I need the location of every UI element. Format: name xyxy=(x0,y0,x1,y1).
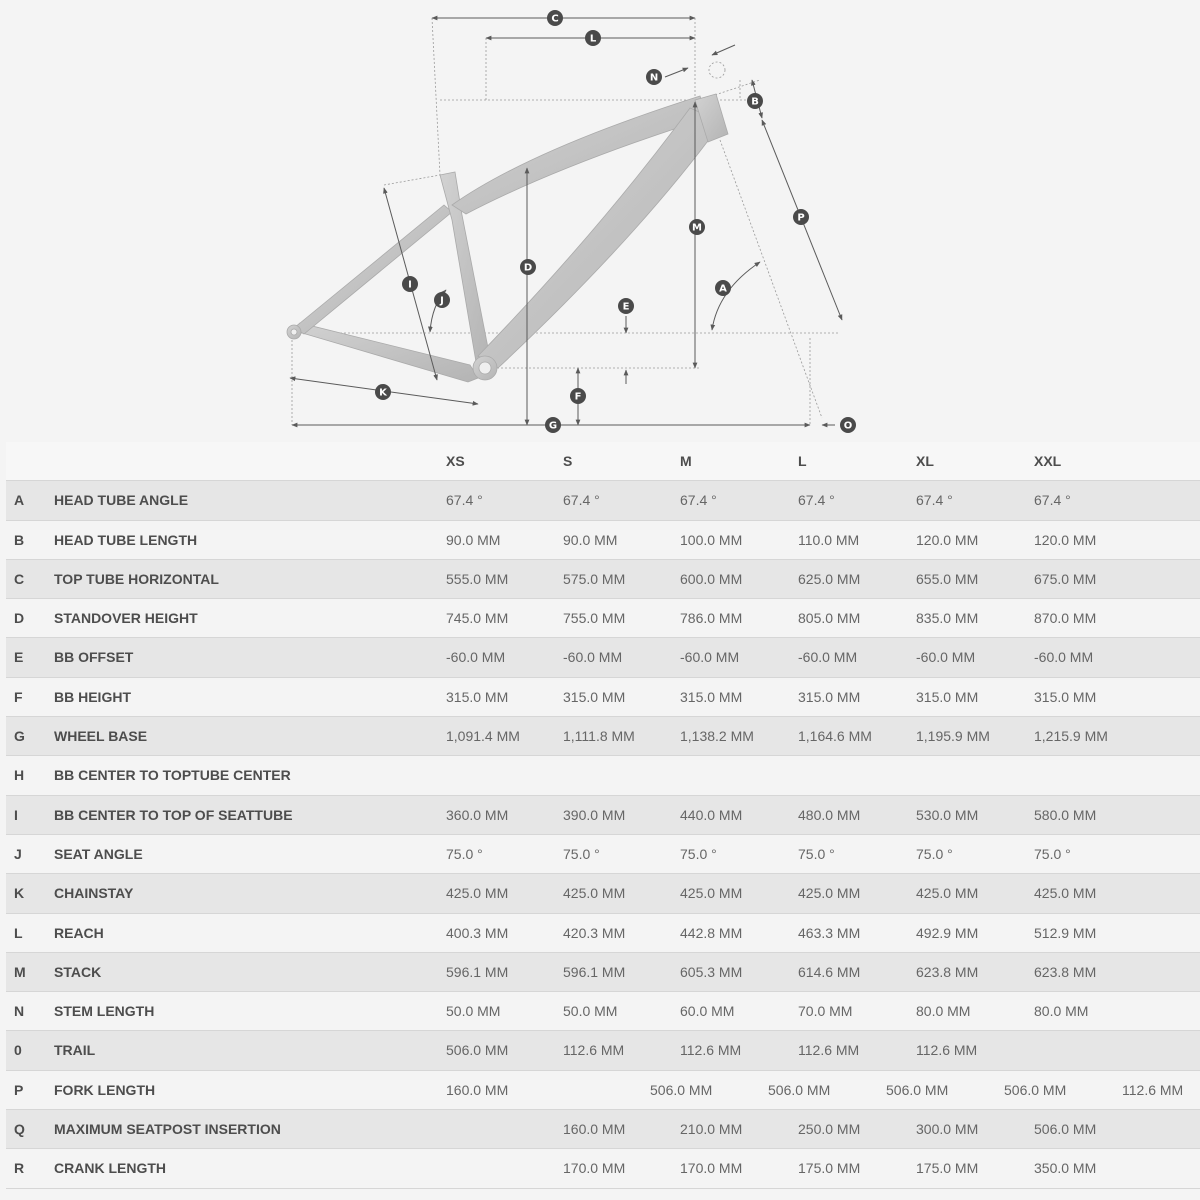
row-value: 80.0 MM xyxy=(916,1003,971,1020)
table-row xyxy=(6,914,1200,953)
row-value: 50.0 MM xyxy=(563,1003,618,1020)
svg-text:F: F xyxy=(574,391,582,403)
row-value: -60.0 MM xyxy=(563,649,623,666)
row-value: 70.0 MM xyxy=(798,1003,853,1020)
row-value: 315.0 MM xyxy=(680,688,743,705)
row-value: 805.0 MM xyxy=(798,610,861,627)
row-value: 1,091.4 MM xyxy=(446,728,520,745)
row-value: 605.3 MM xyxy=(680,963,743,980)
label-C xyxy=(547,10,563,26)
row-value: 420.3 MM xyxy=(563,924,626,941)
row-label: STANDOVER HEIGHT xyxy=(54,610,198,627)
row-letter: N xyxy=(14,1003,25,1020)
row-value: 506.0 MM xyxy=(446,1042,509,1059)
row-letter: E xyxy=(14,649,24,666)
row-letter: A xyxy=(14,492,25,509)
row-value: 600.0 MM xyxy=(680,570,743,587)
row-value: 50.0 MM xyxy=(446,1003,501,1020)
row-value: 90.0 MM xyxy=(446,531,501,548)
frame-geometry-diagram xyxy=(0,0,1200,442)
table-row xyxy=(6,953,1200,992)
size-header-xs: XS xyxy=(446,453,465,469)
row-value: 512.9 MM xyxy=(1034,924,1097,941)
row-letter: J xyxy=(14,845,22,862)
row-value: 112.6 MM xyxy=(1122,1081,1184,1098)
table-row xyxy=(6,481,1200,520)
row-value: 506.0 MM xyxy=(886,1081,949,1098)
row-value: 170.0 MM xyxy=(563,1160,626,1177)
row-label: SEAT ANGLE xyxy=(54,845,143,862)
svg-text:B: B xyxy=(751,96,759,108)
table-row xyxy=(6,638,1200,677)
row-letter: C xyxy=(14,570,25,587)
row-value: 120.0 MM xyxy=(1034,531,1097,548)
reference-lines xyxy=(292,18,840,425)
row-value: 60.0 MM xyxy=(680,1003,735,1020)
row-value: 425.0 MM xyxy=(563,885,626,902)
table-row xyxy=(6,835,1200,874)
row-value: 75.0 ° xyxy=(1034,845,1071,862)
label-E xyxy=(618,298,634,314)
row-label: FORK LENGTH xyxy=(54,1081,156,1098)
size-header-m: M xyxy=(680,453,692,469)
row-value: 315.0 MM xyxy=(1034,688,1097,705)
row-value: 425.0 MM xyxy=(1034,885,1097,902)
table-row xyxy=(6,1110,1200,1149)
label-A xyxy=(715,280,731,296)
svg-text:G: G xyxy=(548,420,558,432)
row-label: HEAD TUBE LENGTH xyxy=(54,531,198,548)
row-value: 480.0 MM xyxy=(798,806,861,823)
row-value: 625.0 MM xyxy=(798,570,861,587)
row-label: TOP TUBE HORIZONTAL xyxy=(54,570,219,587)
size-header-l: L xyxy=(798,453,807,469)
row-value: 110.0 MM xyxy=(798,531,860,548)
row-value: 623.8 MM xyxy=(1034,963,1097,980)
table-row xyxy=(6,560,1200,599)
row-value: 870.0 MM xyxy=(1034,610,1097,627)
row-letter: D xyxy=(14,610,25,627)
label-K xyxy=(375,384,391,400)
row-value: 120.0 MM xyxy=(916,531,979,548)
row-letter: G xyxy=(14,728,25,745)
frame-drawing xyxy=(0,0,1200,442)
row-value: 112.6 MM xyxy=(563,1042,625,1059)
row-value: 160.0 MM xyxy=(563,1121,626,1138)
row-value: 75.0 ° xyxy=(680,845,717,862)
label-N xyxy=(646,69,662,85)
row-value: 315.0 MM xyxy=(916,688,979,705)
row-value: 315.0 MM xyxy=(446,688,509,705)
row-value: 67.4 ° xyxy=(680,492,717,509)
row-value: 350.0 MM xyxy=(1034,1160,1097,1177)
row-label: BB HEIGHT xyxy=(54,688,131,705)
table-row xyxy=(6,756,1200,795)
row-value: -60.0 MM xyxy=(680,649,740,666)
row-label: BB CENTER TO TOPTUBE CENTER xyxy=(54,767,291,784)
row-value: 530.0 MM xyxy=(916,806,979,823)
row-value: 425.0 MM xyxy=(446,885,509,902)
table-row xyxy=(6,1071,1200,1110)
svg-text:D: D xyxy=(523,262,533,274)
row-value: 1,215.9 MM xyxy=(1034,728,1108,745)
row-value: 67.4 ° xyxy=(446,492,483,509)
label-J xyxy=(434,292,450,308)
row-value: 75.0 ° xyxy=(798,845,835,862)
row-value: 425.0 MM xyxy=(680,885,743,902)
row-value: 360.0 MM xyxy=(446,806,509,823)
label-O xyxy=(840,417,856,433)
table-row xyxy=(6,992,1200,1031)
svg-text:E: E xyxy=(622,301,630,313)
size-header-s: S xyxy=(563,453,573,469)
row-value: 90.0 MM xyxy=(563,531,618,548)
row-value: 442.8 MM xyxy=(680,924,743,941)
table-row xyxy=(6,521,1200,560)
row-value: 75.0 ° xyxy=(446,845,483,862)
row-value: 170.0 MM xyxy=(680,1160,743,1177)
row-value: 1,111.8 MM xyxy=(563,728,635,745)
row-value: 755.0 MM xyxy=(563,610,626,627)
row-value: 75.0 ° xyxy=(916,845,953,862)
svg-text:K: K xyxy=(379,387,387,399)
row-value: 596.1 MM xyxy=(446,963,509,980)
table-row xyxy=(6,1031,1200,1070)
geometry-table xyxy=(6,442,1200,1189)
row-label: STACK xyxy=(54,963,102,980)
row-label: REACH xyxy=(54,924,104,941)
row-label: HEAD TUBE ANGLE xyxy=(54,492,189,509)
row-value: -60.0 MM xyxy=(916,649,976,666)
row-value: 100.0 MM xyxy=(680,531,743,548)
svg-text:M: M xyxy=(692,222,702,234)
row-value: -60.0 MM xyxy=(798,649,858,666)
row-value: 506.0 MM xyxy=(1004,1081,1067,1098)
svg-text:N: N xyxy=(649,72,659,84)
row-value: 835.0 MM xyxy=(916,610,979,627)
row-value: 655.0 MM xyxy=(916,570,979,587)
table-row xyxy=(6,678,1200,717)
row-value: 463.3 MM xyxy=(798,924,861,941)
table-row xyxy=(6,1149,1200,1188)
table-body xyxy=(6,481,1200,1188)
row-value: 596.1 MM xyxy=(563,963,626,980)
size-header-xl: XL xyxy=(916,453,934,469)
table-row xyxy=(6,717,1200,756)
row-value: 555.0 MM xyxy=(446,570,509,587)
row-letter: F xyxy=(14,688,23,705)
row-label: BB CENTER TO TOP OF SEATTUBE xyxy=(54,806,293,823)
row-value: 614.6 MM xyxy=(798,963,861,980)
row-label: STEM LENGTH xyxy=(54,1003,155,1020)
svg-text:C: C xyxy=(551,13,559,25)
label-M xyxy=(689,219,705,235)
row-value: 67.4 ° xyxy=(916,492,953,509)
row-letter: Q xyxy=(14,1121,25,1138)
row-label: TRAIL xyxy=(54,1042,96,1059)
row-value: 315.0 MM xyxy=(798,688,861,705)
row-value: 1,195.9 MM xyxy=(916,728,990,745)
row-label: BB OFFSET xyxy=(54,649,134,666)
row-letter: M xyxy=(14,963,26,980)
row-value: 492.9 MM xyxy=(916,924,979,941)
table-row xyxy=(6,874,1200,913)
row-value: 506.0 MM xyxy=(650,1081,713,1098)
label-F xyxy=(570,388,586,404)
svg-text:A: A xyxy=(719,283,727,295)
row-value: 786.0 MM xyxy=(680,610,743,627)
row-value: 175.0 MM xyxy=(916,1160,979,1177)
table-row xyxy=(6,796,1200,835)
row-value: 390.0 MM xyxy=(563,806,626,823)
row-label: CHAINSTAY xyxy=(54,885,134,902)
svg-text:I: I xyxy=(408,279,412,291)
row-value: 112.6 MM xyxy=(916,1042,978,1059)
row-label: MAXIMUM SEATPOST INSERTION xyxy=(54,1121,281,1138)
svg-text:L: L xyxy=(589,33,597,45)
row-value: 112.6 MM xyxy=(680,1042,742,1059)
row-letter: 0 xyxy=(14,1042,22,1059)
row-value: 400.3 MM xyxy=(446,924,509,941)
row-letter: I xyxy=(14,806,18,823)
row-letter: R xyxy=(14,1160,25,1177)
row-value: 160.0 MM xyxy=(446,1081,509,1098)
row-value: 575.0 MM xyxy=(563,570,626,587)
row-value: 1,138.2 MM xyxy=(680,728,754,745)
row-value: 425.0 MM xyxy=(798,885,861,902)
table-row xyxy=(6,599,1200,638)
row-letter: P xyxy=(14,1081,24,1098)
label-I xyxy=(402,276,418,292)
table-header-row xyxy=(6,442,1200,481)
bike-frame xyxy=(287,94,728,382)
row-value: 425.0 MM xyxy=(916,885,979,902)
row-letter: K xyxy=(14,885,25,902)
label-B xyxy=(747,93,763,109)
row-value: 67.4 ° xyxy=(1034,492,1071,509)
row-value: 67.4 ° xyxy=(563,492,600,509)
svg-text:J: J xyxy=(440,295,444,307)
svg-text:O: O xyxy=(843,420,853,432)
row-value: 623.8 MM xyxy=(916,963,979,980)
row-label: WHEEL BASE xyxy=(54,728,148,745)
row-value: 250.0 MM xyxy=(798,1121,861,1138)
row-value: 745.0 MM xyxy=(446,610,509,627)
row-letter: B xyxy=(14,531,25,548)
svg-text:P: P xyxy=(797,212,805,224)
row-value: -60.0 MM xyxy=(446,649,506,666)
row-label: CRANK LENGTH xyxy=(54,1160,166,1177)
row-letter: H xyxy=(14,767,25,784)
dimension-lines xyxy=(290,18,842,425)
row-value: 1,164.6 MM xyxy=(798,728,872,745)
row-value: 300.0 MM xyxy=(916,1121,979,1138)
label-P xyxy=(793,209,809,225)
label-D xyxy=(520,259,536,275)
row-value: 175.0 MM xyxy=(798,1160,861,1177)
row-value: 67.4 ° xyxy=(798,492,835,509)
label-G xyxy=(545,417,561,433)
row-letter: L xyxy=(14,924,23,941)
label-L xyxy=(585,30,601,46)
row-value: 506.0 MM xyxy=(1034,1121,1097,1138)
row-value: 75.0 ° xyxy=(563,845,600,862)
size-header-xxl: XXL xyxy=(1034,453,1062,469)
row-value: 580.0 MM xyxy=(1034,806,1097,823)
row-value: -60.0 MM xyxy=(1034,649,1094,666)
row-value: 506.0 MM xyxy=(768,1081,831,1098)
row-value: 112.6 MM xyxy=(798,1042,860,1059)
row-value: 80.0 MM xyxy=(1034,1003,1089,1020)
row-value: 210.0 MM xyxy=(680,1121,743,1138)
row-value: 440.0 MM xyxy=(680,806,743,823)
row-value: 675.0 MM xyxy=(1034,570,1097,587)
row-value: 315.0 MM xyxy=(563,688,626,705)
